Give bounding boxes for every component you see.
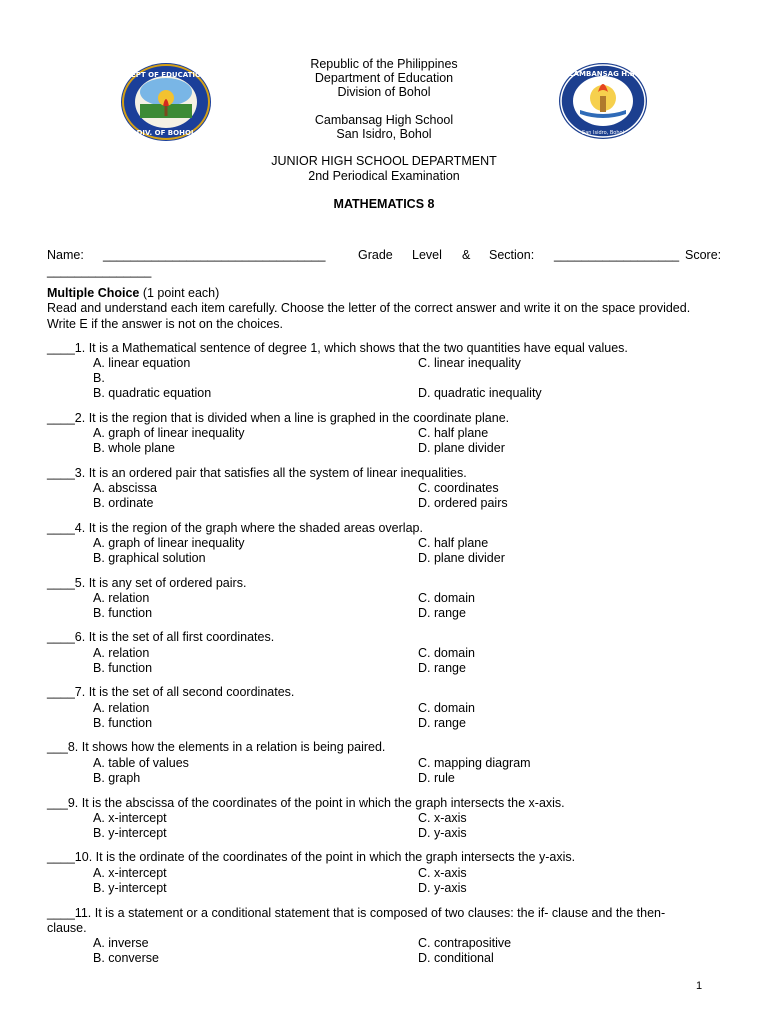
q7-option-b: B. function xyxy=(93,716,153,730)
q9-option-a: A. x-intercept xyxy=(93,811,167,825)
q6-option-d: D. range xyxy=(418,661,466,675)
question-1: ____1. It is a Mathematical sentence of degree 1, which shows that the two quantities have equal values. xyxy=(47,341,628,355)
q8-option-c: C. mapping diagram xyxy=(418,756,531,770)
q7-option-a: A. relation xyxy=(93,701,150,715)
instructions-points: (1 point each) xyxy=(139,286,220,300)
q4-option-a: A. graph of linear inequality xyxy=(93,536,245,550)
q3-option-d: D. ordered pairs xyxy=(418,496,508,510)
q1-option-b-stray: B. xyxy=(93,371,105,385)
school-address: San Isidro, Bohol xyxy=(336,127,432,141)
question-5: ____5. It is any set of ordered pairs. xyxy=(47,576,247,590)
q11-option-b: B. converse xyxy=(93,951,160,965)
subject-title: MATHEMATICS 8 xyxy=(333,197,435,211)
q1-option-c: C. linear inequality xyxy=(418,356,521,370)
q9-option-b: B. y-intercept xyxy=(93,826,167,840)
q7-option-c: C. domain xyxy=(418,701,475,715)
header-line-division: Division of Bohol xyxy=(337,85,431,99)
instructions-line-1: Read and understand each item carefully. Choose the letter of the correct answer and write it on the space provided. xyxy=(47,301,691,315)
page-number: 1 xyxy=(696,980,703,992)
section-label: Section: xyxy=(489,248,535,262)
q3-option-c: C. coordinates xyxy=(418,481,499,495)
department-name: JUNIOR HIGH SCHOOL DEPARTMENT xyxy=(271,154,497,168)
ampersand: & xyxy=(462,248,471,262)
q5-option-c: C. domain xyxy=(418,591,475,605)
q8-option-a: A. table of values xyxy=(93,756,189,770)
question-3: ____3. It is an ordered pair that satisfies all the system of linear inequalities. xyxy=(47,466,467,480)
q2-option-a: A. graph of linear inequality xyxy=(93,426,245,440)
q5-option-b: B. function xyxy=(93,606,153,620)
question-10: ____10. It is the ordinate of the coordinates of the point in which the graph intersects the y-axis. xyxy=(47,850,576,864)
q6-option-b: B. function xyxy=(93,661,153,675)
q11-option-d: D. conditional xyxy=(418,951,494,965)
q8-option-d: D. rule xyxy=(418,771,455,785)
q8-option-b: B. graph xyxy=(93,771,141,785)
q6-option-c: C. domain xyxy=(418,646,475,660)
q5-option-a: A. relation xyxy=(93,591,150,605)
question-8: ___8. It shows how the elements in a relation is being paired. xyxy=(47,740,386,754)
question-6: ____6. It is the set of all first coordinates. xyxy=(47,630,275,644)
q2-option-d: D. plane divider xyxy=(418,441,505,455)
school-name: Cambansag High School xyxy=(314,113,454,127)
q3-option-b: B. ordinate xyxy=(93,496,154,510)
q11-option-c: C. contrapositive xyxy=(418,936,512,950)
instructions-line-2: Write E if the answer is not on the choices. xyxy=(47,317,283,331)
q4-option-c: C. half plane xyxy=(418,536,489,550)
question-2: ____2. It is the region that is divided when a line is graphed in the coordinate plane. xyxy=(47,411,510,425)
q6-option-a: A. relation xyxy=(93,646,150,660)
header-line-republic: Republic of the Philippines xyxy=(310,57,458,71)
q7-option-d: D. range xyxy=(418,716,466,730)
instructions-title: Multiple Choice xyxy=(47,286,140,300)
q1-option-d: D. quadratic inequality xyxy=(418,386,542,400)
q10-option-d: D. y-axis xyxy=(418,881,467,895)
svg-text:DEPT OF EDUCATION: DEPT OF EDUCATION xyxy=(125,71,207,79)
instructions-heading xyxy=(47,286,219,301)
exam-title: 2nd Periodical Examination xyxy=(308,169,460,183)
q10-option-a: A. x-intercept xyxy=(93,866,167,880)
q9-option-c: C. x-axis xyxy=(418,811,467,825)
q1-option-a: A. linear equation xyxy=(93,356,191,370)
q11-option-a: A. inverse xyxy=(93,936,149,950)
q2-option-b: B. whole plane xyxy=(93,441,176,455)
score-blank[interactable]: _______________ xyxy=(47,264,152,278)
q3-option-a: A. abscissa xyxy=(93,481,157,495)
q4-option-d: D. plane divider xyxy=(418,551,505,565)
q5-option-d: D. range xyxy=(418,606,466,620)
name-label: Name: xyxy=(47,248,84,262)
q2-option-c: C. half plane xyxy=(418,426,489,440)
question-9: ___9. It is the abscissa of the coordinates of the point in which the graph intersects the x-axis. xyxy=(47,796,565,810)
svg-text:San Isidro, Bohol: San Isidro, Bohol xyxy=(582,130,624,136)
svg-text:DIV. OF BOHOL: DIV. OF BOHOL xyxy=(136,129,196,137)
name-blank[interactable]: ________________________________ xyxy=(103,248,326,262)
question-4: ____4. It is the region of the graph where the shaded areas overlap. xyxy=(47,521,423,535)
question-7: ____7. It is the set of all second coordinates. xyxy=(47,685,295,699)
q1-option-b: B. quadratic equation xyxy=(93,386,212,400)
question-11: ____11. It is a statement or a conditional statement that is composed of two clauses: the if- clause and the then- xyxy=(47,906,666,920)
q10-option-c: C. x-axis xyxy=(418,866,467,880)
score-label: Score: xyxy=(685,248,722,262)
q9-option-d: D. y-axis xyxy=(418,826,467,840)
svg-text:CAMBANSAG H.S.: CAMBANSAG H.S. xyxy=(568,70,638,78)
grade-word: Grade xyxy=(358,248,393,262)
level-word: Level xyxy=(412,248,442,262)
section-blank[interactable]: __________________ xyxy=(554,248,680,262)
header-line-deped: Department of Education xyxy=(314,71,454,85)
q4-option-b: B. graphical solution xyxy=(93,551,206,565)
q10-option-b: B. y-intercept xyxy=(93,881,167,895)
question-11-continued: clause. xyxy=(47,921,87,935)
